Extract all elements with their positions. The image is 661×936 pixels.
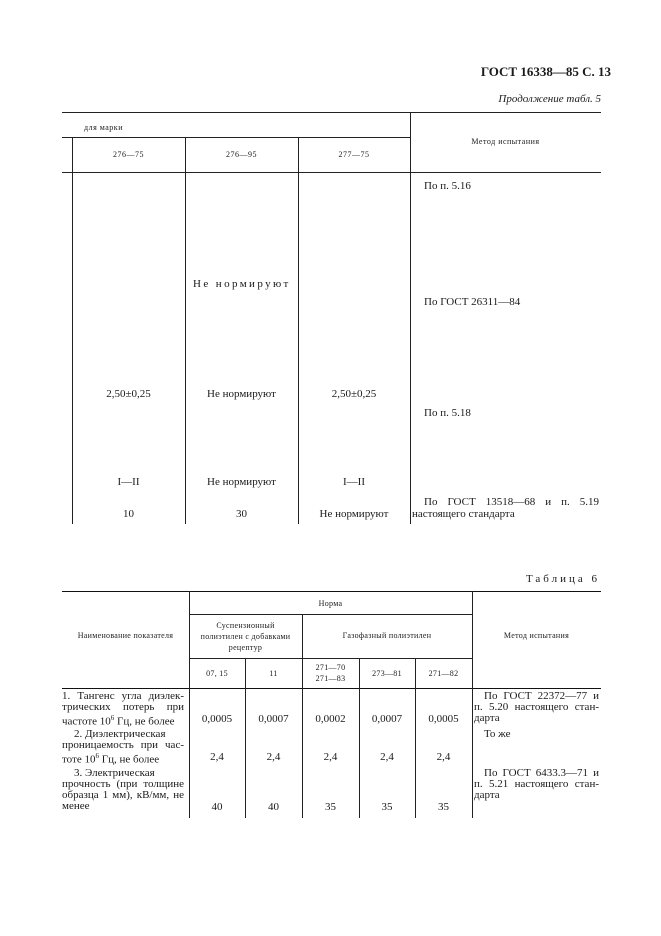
table6-subcolumn: 271—70 271—83 bbox=[315, 663, 346, 683]
table5-column-header: 277—75 bbox=[338, 150, 370, 159]
table5-cell: 2,50±0,25 bbox=[106, 388, 151, 400]
page-header-title: ГОСТ 16338—85 С. 13 bbox=[480, 64, 611, 79]
table6-row-name: тоте $10^6$ Гц, не более bbox=[62, 752, 160, 766]
table6-susp-header: Суспензионный полиэтилен с добавками рецептур bbox=[200, 621, 291, 652]
table6-cell: 2,4 bbox=[266, 751, 281, 763]
table6-cell: 2,4 bbox=[436, 751, 451, 763]
table6-cell: 35 bbox=[381, 801, 393, 813]
table6-row-name: 2. Диэлектрическая bbox=[74, 728, 166, 740]
table6-method: п. 5.20 настоящего стан- bbox=[474, 701, 599, 713]
table6-cell: 0,0005 bbox=[201, 713, 233, 725]
table5-method: настоящего стандарта bbox=[412, 508, 515, 520]
table5-cell: I—II bbox=[343, 476, 365, 488]
table6-cell: 2,4 bbox=[380, 751, 394, 763]
table5-group-header: для марки bbox=[84, 123, 123, 132]
table6-cell: 2,4 bbox=[210, 751, 224, 763]
table6-method-header: Метод испытания bbox=[503, 631, 570, 640]
table6-method: По ГОСТ 6433.3—71 и bbox=[484, 767, 599, 779]
table5-method-header: Метод испытания bbox=[471, 137, 540, 146]
table6-cell: 0,0002 bbox=[315, 713, 346, 725]
table5-cell: Не нормируют bbox=[207, 476, 276, 488]
table5-method: По ГОСТ 26311—84 bbox=[424, 296, 521, 308]
table6-row-name: менее bbox=[62, 800, 90, 812]
table6-cell: 40 bbox=[211, 801, 223, 813]
table-continuation-note: Продолжение табл. 5 bbox=[498, 93, 601, 105]
table6-subcolumn: 07, 15 bbox=[206, 669, 228, 678]
table6-method: дарта bbox=[474, 712, 500, 724]
table6-row-name: 3. Электрическая bbox=[74, 767, 155, 779]
table6-row-name: трических потерь при bbox=[62, 701, 184, 713]
table5-cell: 2,50±0,25 bbox=[331, 388, 377, 400]
table6-gas-header: Газофазный полиэтилен bbox=[342, 631, 432, 640]
table6-row-name: прочность (при толщине bbox=[62, 778, 184, 790]
table5-cell: 30 bbox=[236, 508, 247, 520]
table5-method: По п. 5.18 bbox=[424, 407, 471, 419]
table6-row-name: частоте $10^6$ Гц, не более bbox=[62, 714, 175, 728]
not-normed-merged: Не нормируют bbox=[193, 278, 291, 290]
table6-cell: 0,0005 bbox=[428, 713, 459, 725]
table5-cell: I—II bbox=[117, 476, 140, 488]
table5-cell: Не нормируют bbox=[207, 388, 276, 400]
table5-method: По п. 5.16 bbox=[424, 180, 471, 192]
table5-method: По ГОСТ 13518—68 и п. 5.19 bbox=[424, 496, 599, 508]
table5-cell: Не нормируют bbox=[319, 508, 389, 520]
table6-row-name: проницаемость при час- bbox=[62, 739, 184, 751]
table6-subcolumn: 273—81 bbox=[372, 669, 402, 678]
table6-cell: 35 bbox=[438, 801, 449, 813]
table6-method: То же bbox=[484, 728, 511, 740]
table6-caption: Таблица 6 bbox=[525, 573, 600, 585]
table6-cell: 0,0007 bbox=[371, 713, 403, 725]
table6-method: п. 5.21 настоящего стан- bbox=[474, 778, 599, 790]
table6-cell: 0,0007 bbox=[258, 713, 289, 725]
table6-cell: 40 bbox=[268, 801, 279, 813]
table6-cell: 2,4 bbox=[323, 751, 338, 763]
table6-subcolumn: 271—82 bbox=[428, 669, 459, 678]
table6-method: По ГОСТ 22372—77 и bbox=[484, 690, 599, 702]
table6-norm-header: Норма bbox=[318, 599, 343, 608]
table6-method: дарта bbox=[474, 789, 500, 801]
table5-cell: 10 bbox=[123, 508, 134, 520]
table6-cell: 35 bbox=[325, 801, 336, 813]
table6-row-name: образца 1 мм), кВ/мм, не bbox=[62, 789, 184, 801]
table6-name-header: Наименование показателя bbox=[77, 631, 174, 640]
table6-subcolumn: 11 bbox=[269, 669, 278, 678]
table6-row-name: 1. Тангенс угла диэлек- bbox=[62, 690, 184, 702]
table5-column-header: 276—95 bbox=[226, 150, 257, 159]
table5-column-header: 276—75 bbox=[113, 150, 144, 159]
